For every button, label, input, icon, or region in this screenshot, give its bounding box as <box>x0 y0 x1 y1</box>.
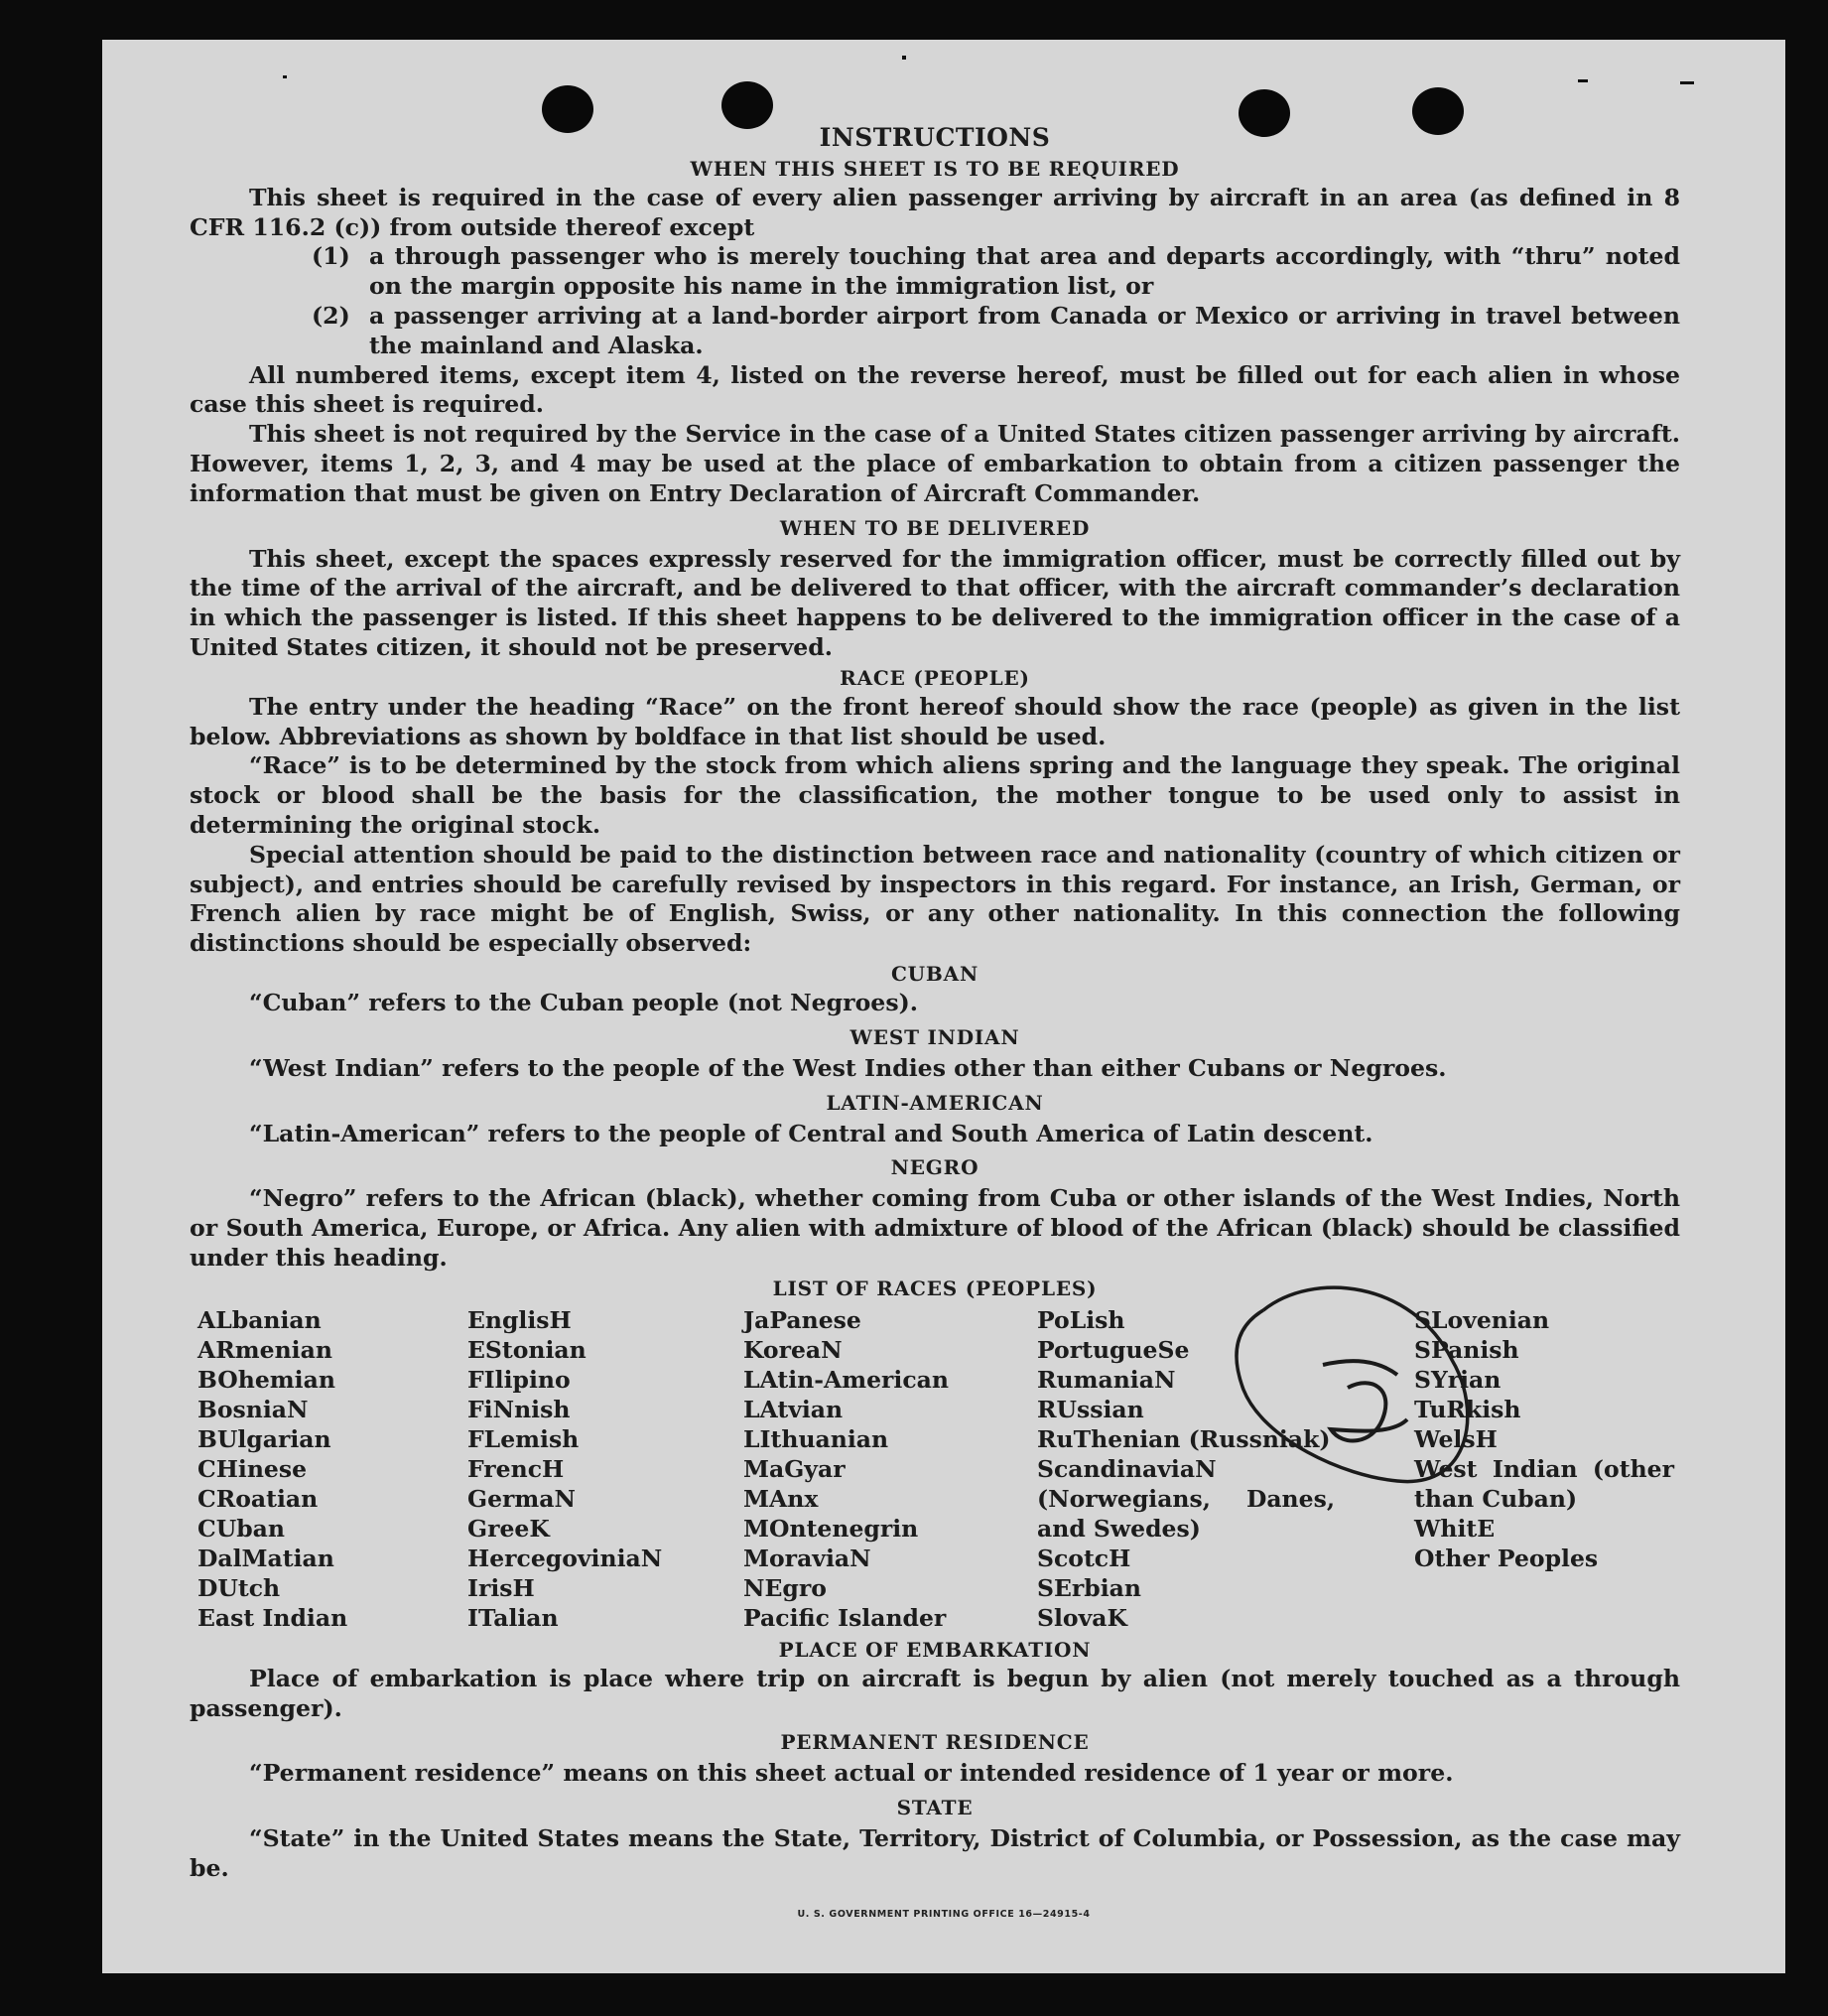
race-entry: CRoatian <box>197 1484 319 1513</box>
scan-speck <box>902 56 906 60</box>
race-entry: RuThenian (Russniak) <box>1037 1424 1331 1453</box>
race-entry: DalMatian <box>197 1544 334 1572</box>
race-entry: RUssian <box>1037 1395 1144 1423</box>
race-entry: MOntenegrin <box>743 1514 919 1543</box>
race-entry: MAnx <box>743 1484 819 1513</box>
race-paragraph: “Race” is to be determined by the stock from which aliens spring and the language they speak. The original stock or blood shall be the basis for the classification, the mother tongue to be used only to assist in determining the original stock. <box>190 751 1680 839</box>
definition-text: “West Indian” refers to the people of the West Indies other than either Cubans or Negroes. <box>249 1053 1447 1082</box>
races-column-2 <box>467 1305 743 1633</box>
races-column-5 <box>1414 1305 1688 1633</box>
race-entry: ALbanian <box>197 1305 322 1334</box>
definition-heading: CUBAN <box>890 961 979 986</box>
required-intro: This sheet is required in the case of every alien passenger arriving by aircraft in an area (as defined in 8 CFR 116.2 (c)) from outside thereof except <box>190 183 1680 241</box>
race-entry: PoLish <box>1037 1305 1125 1334</box>
race-entry: IrisH <box>467 1573 535 1602</box>
instructions-content <box>190 123 1680 1884</box>
race-entry: FrencH <box>467 1454 565 1483</box>
section-heading-race: RACE (PEOPLE) <box>840 665 1030 690</box>
race-entry: SlovaK <box>1037 1603 1127 1632</box>
race-entry: LIthuanian <box>743 1424 889 1453</box>
races-list <box>197 1305 1680 1633</box>
exception-item <box>190 242 1680 302</box>
definition-heading: LATIN-AMERICAN <box>826 1090 1044 1115</box>
punch-hole <box>721 81 773 129</box>
races-column-1 <box>197 1305 467 1633</box>
race-paragraph: Special attention should be paid to the distinction between race and nationality (country of which citizen or subject), and entries should be carefully revised by inspectors in this regard. For instance, an Irish, German, or French alien by race might be of English, Swiss, or any other nationality. In this connection the following distinctions should be especially observed: <box>190 840 1680 958</box>
races-column-3 <box>743 1305 1037 1633</box>
race-entry: GreeK <box>467 1514 550 1543</box>
race-entry: JaPanese <box>743 1305 861 1334</box>
race-entry: TuRkish <box>1414 1395 1521 1423</box>
section-heading-delivered: WHEN TO BE DELIVERED <box>779 515 1091 540</box>
residence-paragraph: “Permanent residence” means on this sheet actual or intended residence of 1 year or more. <box>249 1759 1454 1788</box>
race-entry: WelsH <box>1414 1424 1498 1453</box>
race-entry: Pacific Islander <box>743 1603 947 1632</box>
race-entry: BUlgarian <box>197 1424 331 1453</box>
definition-text: “Latin-American” refers to the people of Central and South America of Latin descent. <box>249 1119 1373 1147</box>
race-entry: GermaN <box>467 1484 576 1513</box>
race-entry: EStonian <box>467 1335 587 1364</box>
definition-heading: NEGRO <box>890 1155 979 1180</box>
race-entry: LAtin-American <box>743 1365 949 1394</box>
section-heading-embarkation: PLACE OF EMBARKATION <box>778 1637 1092 1662</box>
citizen-paragraph: This sheet is not required by the Service in the case of a United States citizen passenger arriving by aircraft. However, items 1, 2, 3, and 4 may be used at the place of embarkation to obtain from a citizen passenger the information that must be given on Entry Declaration of Aircraft Commander. <box>190 420 1680 507</box>
race-entry: East Indian <box>197 1603 348 1632</box>
item-text: a passenger arriving at a land-border airport from Canada or Mexico or arriving in travel between the mainland and Alaska. <box>369 301 1680 359</box>
exception-item <box>190 302 1680 361</box>
race-entry: LAtvian <box>743 1395 844 1423</box>
section-heading-state: STATE <box>896 1796 974 1820</box>
item-number: (1) <box>312 242 350 271</box>
section-heading-residence: PERMANENT RESIDENCE <box>780 1730 1090 1755</box>
race-entry: KoreaN <box>743 1335 843 1364</box>
race-entry: FIlipino <box>467 1365 571 1394</box>
race-entry: NEgro <box>743 1573 827 1602</box>
page-title: INSTRUCTIONS <box>819 123 1051 152</box>
race-entry: ScotcH <box>1037 1544 1131 1572</box>
document-page <box>102 40 1785 1973</box>
race-entry: West Indian (other than Cuban) <box>1414 1454 1674 1513</box>
scan-speck <box>1578 79 1588 82</box>
race-entry: PortugueSe <box>1037 1335 1190 1364</box>
embarkation-paragraph: Place of embarkation is place where trip on aircraft is begun by alien (not merely touched as a through passenger). <box>190 1664 1680 1722</box>
race-entry: SLovenian <box>1414 1305 1550 1334</box>
definition-heading: WEST INDIAN <box>849 1024 1020 1049</box>
race-entry: FiNnish <box>467 1395 571 1423</box>
races-column-4 <box>1037 1305 1414 1633</box>
race-paragraph: The entry under the heading “Race” on the front hereof should show the race (people) as given in the list below. Abbreviations as shown by boldface in that list should be used. <box>190 692 1680 750</box>
state-paragraph: “State” in the United States means the State, Territory, District of Columbia, or Possession, as the case may be. <box>190 1824 1680 1882</box>
race-entry: DUtch <box>197 1573 281 1602</box>
race-entry: SErbian <box>1037 1573 1141 1602</box>
item-number: (2) <box>312 301 350 330</box>
race-entry: ITalian <box>467 1603 559 1632</box>
race-entry: CUban <box>197 1514 285 1543</box>
race-entry: FLemish <box>467 1424 580 1453</box>
race-entry: RumaniaN <box>1037 1365 1176 1394</box>
section-heading-races: LIST OF RACES (PEOPLES) <box>772 1276 1098 1300</box>
race-entry: SYrian <box>1414 1365 1502 1394</box>
race-entry: ScandinaviaN (Norwegians, Danes, and Swedes) <box>1037 1454 1335 1543</box>
race-entry: ARmenian <box>197 1335 332 1364</box>
race-entry: SPanish <box>1414 1335 1519 1364</box>
race-entry: BOhemian <box>197 1365 335 1394</box>
section-heading-required: WHEN THIS SHEET IS TO BE REQUIRED <box>690 156 1180 181</box>
race-entry: WhitE <box>1414 1514 1496 1543</box>
printing-office-footer: U. S. GOVERNMENT PRINTING OFFICE 16—24915-4 <box>797 1909 1091 1920</box>
race-entry: Other Peoples <box>1414 1544 1599 1572</box>
race-entry: MaGyar <box>743 1454 846 1483</box>
race-entry: EnglisH <box>467 1305 572 1334</box>
definition-text: “Negro” refers to the African (black), whether coming from Cuba or other islands of the West Indies, North or South America, Europe, or Africa. Any alien with admixture of blood of the African (black) should be classified under this heading. <box>190 1184 1680 1272</box>
scan-speck <box>1680 81 1694 84</box>
race-entry: MoraviaN <box>743 1544 871 1572</box>
definition-text: “Cuban” refers to the Cuban people (not Negroes). <box>249 988 918 1016</box>
item-text: a through passenger who is merely touching that area and departs accordingly, with “thru” noted on the margin opposite his name in the immigration list, or <box>369 242 1680 301</box>
delivered-paragraph: This sheet, except the spaces expressly reserved for the immigration officer, must be correctly filled out by the time of the arrival of the aircraft, and be delivered to that officer, with the aircraft commander’s declaration in which the passenger is listed. If this sheet happens to be delivered to the immigration officer in the case of a United States citizen, it should not be preserved. <box>190 544 1680 661</box>
numbered-items-paragraph: All numbered items, except item 4, listed on the reverse hereof, must be filled out for each alien in whose case this sheet is required. <box>190 360 1680 419</box>
race-entry: HercegoviniaN <box>467 1544 663 1572</box>
race-entry: BosniaN <box>197 1395 309 1423</box>
race-entry: CHinese <box>197 1454 308 1483</box>
scan-speck <box>283 75 287 78</box>
